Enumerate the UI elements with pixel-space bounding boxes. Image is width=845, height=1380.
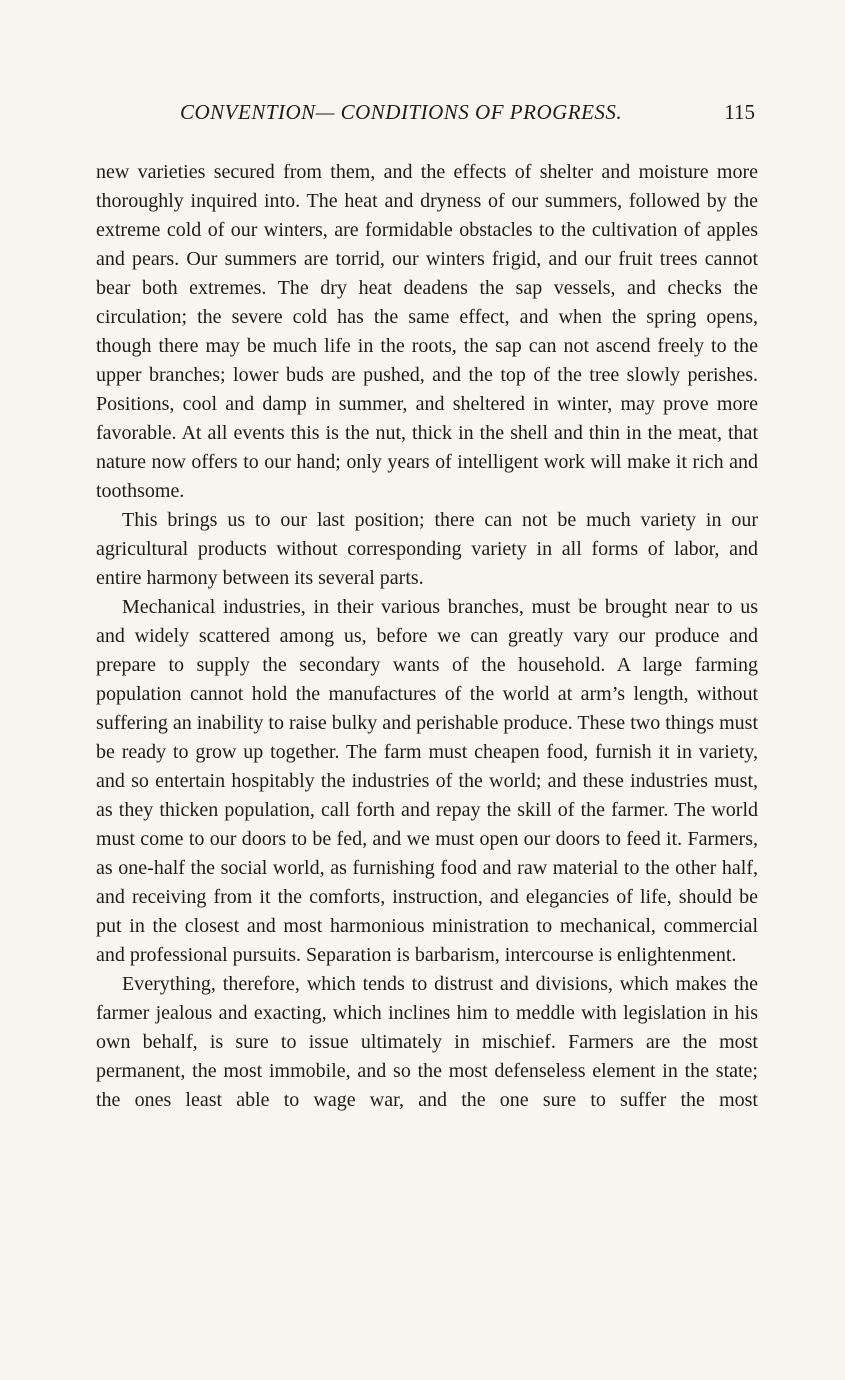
page-number: 115 xyxy=(724,100,755,124)
body-text xyxy=(96,158,758,1115)
running-head: CONVENTION— CONDITIONS OF PROGRESS. xyxy=(180,100,623,124)
paragraph-4: Everything, therefore, which tends to distrust and divisions, which makes the farmer jealous and exacting, which inclines him to meddle with legislation in his own behalf, is sure to issue ultimately in mischief. Farmers are the most permanent, the most immobile, and so the most defenseless element in the state; the ones least able to wage war, and the one sure to suffer the most xyxy=(96,973,758,1111)
paragraph-2: This brings us to our last position; there can not be much variety in our agricultural products without corresponding variety in all forms of labor, and entire harmony between its several parts. xyxy=(96,509,758,589)
paragraph-1: new varieties secured from them, and the effects of shelter and moisture more thoroughly inquired into. The heat and dryness of our summers, followed by the extreme cold of our winters, are formidable obstacles to the cultivation of apples and pears. Our summers are torrid, our winters frigid, and our fruit trees cannot bear both extremes. The dry heat deadens the sap vessels, and checks the circulation; the severe cold has the same effect, and when the spring opens, though there may be much life in the roots, the sap can not ascend freely to the upper branches; lower buds are pushed, and the top of the tree slowly perishes. Positions, cool and damp in summer, and sheltered in winter, may prove more favorable. At all events this is the nut, thick in the shell and thin in the meat, that nature now offers to our hand; only years of intelligent work will make it rich and toothsome. xyxy=(96,161,758,502)
paragraph-3: Mechanical industries, in their various branches, must be brought near to us and widely scattered among us, before we can greatly vary our produce and prepare to supply the secondary wants of the household. A large farming population cannot hold the manufactures of the world at arm’s length, without suffering an inability to raise bulky and perishable produce. These two things must be ready to grow up together. The farm must cheapen food, furnish it in variety, and so entertain hospitably the industries of the world; and these industries must, as they thicken population, call forth and repay the skill of the farmer. The world must come to our doors to be fed, and we must open our doors to feed it. Farmers, as one-half the social world, as furnishing food and raw material to the other half, and receiving from it the comforts, instruction, and elegancies of life, should be put in the closest and most harmonious ministration to mechanical, commercial and professional pursuits. Separation is barbarism, intercourse is enlightenment. xyxy=(96,596,758,966)
page-header xyxy=(170,100,755,132)
